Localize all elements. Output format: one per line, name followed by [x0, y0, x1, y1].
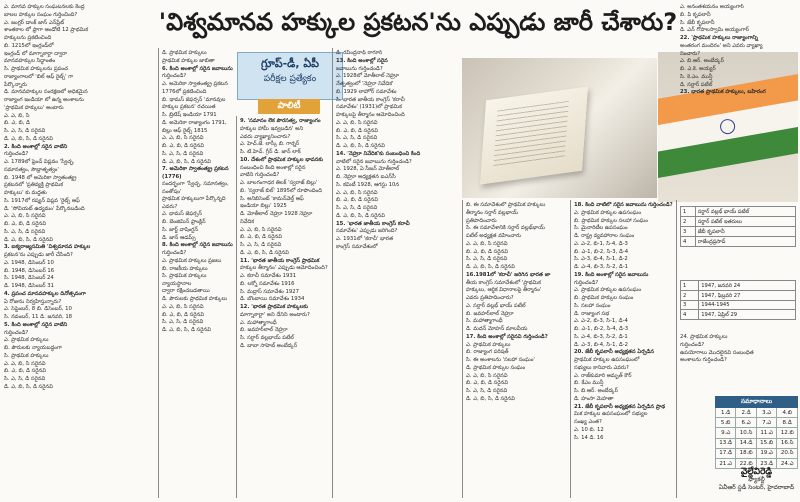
match-row: [681, 310, 796, 320]
text-line: ఎ. రాజ్‌కుమారి అమృత్ కౌర్: [574, 372, 632, 379]
text-line: శాంతకాల లో ఫ్రాగా ఆండోటి 12 ప్రాథమిక: [4, 27, 88, 34]
text-line: సంఖ్య ఎంత?: [574, 419, 602, 425]
text-line: సి. ఎ, సి, డి సరైనవి: [336, 135, 378, 142]
answer-row: [716, 408, 798, 418]
text-line: 11. 'భారత జాతీయ కాంగ్రెస్ ప్రాథమిక: [240, 257, 320, 264]
text-line: ఎ. 10 బి. 12: [574, 426, 604, 433]
section-tag: పాలిటీ: [258, 99, 320, 114]
text-line: సి. ఎ, సి, డి సరైనవి: [240, 242, 282, 248]
match-row: [681, 227, 796, 237]
text-line: బి. ఎ, బి, డి సరైనవి: [240, 234, 282, 241]
match-cell: 4: [681, 310, 699, 320]
text-line: హక్కులను ప్రకటించింది: [4, 35, 52, 41]
answer-cell: 12.బి: [777, 428, 798, 438]
text-line: నివేదిక: [240, 218, 254, 225]
text-line: సి. జార్జ్ వాషింగ్టన్: [162, 226, 199, 233]
text-line: గుర్తించండి?: [574, 279, 599, 286]
text-line: డి. రవీంద్రనాథ్ ఠాగూర్: [336, 50, 383, 56]
answer-table: [715, 396, 798, 469]
text-line: ఎ. ఎ, బి, సి సరైనవి: [4, 360, 46, 367]
text-line: బి. ఎ, బి, డి సరైనవి: [162, 311, 204, 318]
text-line: డి. ఎ, బి, సి, డి సరైనవి: [336, 212, 385, 219]
text-line: డి. ఎ, బి, సి, డి సరైనవి: [162, 327, 211, 333]
text-line: సంబంధించి కింది అంశాల్లో సరైన: [240, 164, 306, 171]
text-line: డి. పౌరులకు ప్రాథమిక హక్కులు: [162, 296, 228, 302]
answer-row: [716, 448, 798, 458]
text-line: సి. 14 డి. 16: [574, 434, 604, 441]
text-line: వాటిని గుర్తించండి?: [240, 172, 280, 179]
text-line: బి. ఎ-1, బి-2, సి-4, డి-3: [574, 326, 629, 332]
answer-cell: 24.ఎ: [777, 458, 798, 468]
text-line: సి. 1948, డిసెంబర్ 24: [4, 275, 54, 282]
answer-cell: 23.డి: [756, 458, 777, 468]
text-line: హక్కులపై తీర్మానం ఆమోదించింది: [336, 112, 405, 118]
text-line: డి. ఎ, బి, సి, డి సరైనవి: [466, 264, 515, 270]
text-line: హక్కుల తీర్మానం' ఎప్పుడు ఆమోదించింది?: [240, 265, 328, 272]
text-line: బి. ఎ, బి, డి సరైనవి: [466, 248, 508, 255]
text-line: డి. ఎ, బి, సి, డి సరైనవి: [240, 249, 289, 256]
text-line: బి. ఎ.కె. అయ్యర్: [680, 66, 716, 72]
text-line: డి. ఎ, బి, సి, డి సరైనవి: [466, 395, 515, 402]
text-line: ఎ. మహాత్మాగాంధీ: [240, 319, 277, 326]
text-line: హక్కులు, ఆర్థిక విధానాలపై తీర్మానం': [466, 287, 542, 294]
text-line: 23. భారత ప్రాథమిక హక్కులు, బహిరంగ: [680, 89, 766, 96]
text-line: ఎ. సర్దార్ వల్లభ్ భాయ్ పటేల్: [466, 302, 526, 309]
text-line: ఎ. జంగ్లర్ డాంక్ జాన్ ఎన్‌ఫ్రేట్: [4, 19, 65, 26]
text-line: బి. నెహ్రూ అధ్యక్షతన ఐఎన్‌సీ: [336, 174, 396, 180]
text-line: ఎ. బి.ఆర్. అంబేద్కర్: [680, 58, 724, 65]
document-image: [480, 86, 588, 184]
text-line: బాలల హక్కుల సంఘం గుర్తించింది?: [4, 11, 78, 18]
answer-cell: 14.డి: [736, 438, 757, 448]
text-line: బి. 'స్వరాజ్ బిల్' 1895లో రూపొందింది: [240, 187, 322, 194]
text-line: ఎ. ఎ-2, బి-1, సి-4, డి-3: [574, 240, 628, 247]
text-line: సి. మద్రాస్ సమావేశం 1927: [240, 288, 299, 295]
text-line: కాంగ్రెస్ సమావేశంలో: [336, 243, 378, 250]
text-line: డి. 'సోవియట్ ఉద్యమం' పేర్కొనబడింది: [4, 205, 85, 212]
text-line: బి. పౌరులకు న్యాయబద్ధంగా: [4, 345, 62, 351]
text-line: 16.1981లో 'కరాచీ' జరిగిన భారత జా: [466, 271, 551, 278]
answer-cell: 9.ఎ: [716, 428, 736, 438]
match-cell: 4: [681, 237, 696, 247]
text-line: బి. ఈ సమావేశంలో ప్రాథమిక హక్కులు: [466, 202, 546, 208]
text-line: డి. ఎ, బి, సి, డి సరైనవి: [4, 135, 53, 142]
text-line: ఇండియా బిల్లు' 1925: [240, 203, 287, 210]
text-line: బి. ప్రాథమిక హక్కుల సంఘం: [574, 295, 634, 301]
text-line: తీయ కాంగ్రెస్ సమావేశంలో 'ప్రాథమిక: [466, 279, 541, 286]
text-line: డి. ఎ, బి, సి, డి సరైనవి: [4, 236, 53, 243]
answer-cell: 20.సి: [777, 448, 798, 458]
section-subtitle: పరీక్షల ప్రత్యేకం: [263, 74, 317, 84]
text-line: బి. ఎ, బి, డి సరైనవి: [4, 368, 46, 375]
text-line: డి. సర్దార్ పటేల్: [680, 81, 713, 88]
text-line: గుర్తించండి?: [4, 329, 29, 336]
text-line: 9. 'సమానం లేక పౌరసత్వ, రాజ్యాంగం: [240, 118, 321, 124]
text-line: ప్రకటనలో 'ప్రతివ్యక్తి ప్రాథమిక: [4, 182, 63, 189]
text-line: సి. ఎ, సి, డి సరైనవి: [4, 376, 46, 382]
column-6: [574, 202, 674, 498]
text-line: ఎ. ప్రాథమిక హక్కులు ప్రజలు: [162, 257, 222, 264]
text-line: ఏ రోజును నిర్వహిస్తున్నారు?: [4, 298, 62, 305]
answer-cell: 5.బి: [716, 418, 736, 428]
text-line: డి. అమెరికా రాజ్యాంగం 1791,: [162, 119, 227, 126]
text-line: సి. మహాత్మాగాంధీ: [466, 318, 503, 325]
text-line: మానవహక్కుల సిద్ధాంతం: [4, 58, 56, 65]
text-line: 15. 'భారత జాతీయ కాంగ్రెస్ కరాచీ: [336, 220, 410, 227]
text-line: బి. జవహర్‌లాల్ నెహ్రూ: [240, 327, 288, 334]
match-row: [681, 301, 796, 310]
text-line: డి. మానవహక్కుల సంరక్షణలో అధికమైన: [4, 89, 88, 96]
text-line: బి. పి కృపలానీ: [680, 11, 711, 18]
text-line: గుర్తించండి?: [162, 73, 187, 80]
text-line: ఎవరు ప్రతిపాదించారు?: [466, 295, 514, 301]
text-line: సి. నవంబర్, 11 డి. జనవరి, 18: [4, 314, 73, 320]
match-cell: 1947, ఫిబ్రవరి 27: [699, 291, 796, 301]
text-line: బి. ఎ, బి, డి సరైనవి: [336, 197, 378, 204]
text-line: వాటిలో సరైన జవాబును గుర్తించండి?: [336, 158, 412, 165]
text-line: డి. ఎ, బి, సి, డి సరైనవి: [336, 143, 385, 149]
text-line: 7. అమెరికా స్వాతంత్య్ర ప్రకటన (1776): [162, 166, 229, 180]
answer-cell: 13.డి: [716, 438, 736, 448]
text-line: సి. సర్దార్ వల్లభాయ్ పటేల్: [240, 335, 294, 341]
text-line: డి. హంసా మెహతా: [574, 395, 614, 402]
text-line: బి. బెంజిమిన్ ఫ్రాంక్లిన్: [162, 219, 206, 225]
text-line: డి. మదన్ మోహన్ మాలవీయ: [466, 326, 528, 332]
text-line: సి. ప్రాథమిక హక్కులు: [4, 352, 49, 359]
text-line: 6. కింది అంశాల్లో సరైన జవాబును: [162, 65, 233, 72]
column-2: [162, 50, 234, 500]
text-line: పటేల్ అధ్యక్షత వహించారు: [466, 233, 521, 239]
text-line: బి. ఎ-1, బి-2, సి-3, డి-4: [574, 248, 629, 255]
answer-row: [716, 428, 798, 438]
text-line: సందర్భంగా 'స్వేచ్ఛ, సమానత్వం, సంతోషం': [162, 181, 229, 195]
answer-row: [716, 418, 798, 428]
answer-cell: 6.ఎ: [736, 418, 757, 428]
match-row: [681, 291, 796, 301]
text-line: నించారు?: [680, 50, 701, 57]
match-table-2: [680, 280, 796, 320]
text-line: 1776లో ప్రకటించింది: [162, 88, 207, 95]
text-line: సి. మైనారిటీల ఉపసంఘం: [574, 225, 628, 232]
text-line: మిక హక్కుల ఉపసంఘంలో సభ్యుల: [574, 411, 648, 418]
text-line: సి. ఎ, సి, డి సరైనవి: [4, 228, 46, 235]
answer-cell: 10.సి: [736, 428, 757, 438]
text-line: 13. కింది అంశాల్లో సరైన: [336, 57, 388, 64]
text-line: బి. లక్నో సమావేశం 1916: [240, 280, 295, 287]
text-line: గుర్తించండి?: [4, 151, 29, 158]
text-line: 4. ప్రపంచ మానవహక్కుల దినోత్సవంగా: [4, 290, 86, 297]
text-line: బి. థామస్ జెఫర్సన్ 'మానవుల: [162, 96, 226, 103]
text-line: ప్రతిపాదించారు: [466, 217, 497, 224]
text-line: డి. ఎన్ గోపాలస్వామి అయ్యంగార్: [680, 27, 749, 34]
text-line: అంతరంగ మందిరం' అని ఎవరు వ్యాఖ్యా: [680, 42, 763, 49]
answer-cell: 1.డి: [716, 408, 736, 418]
match-cell: జేబీ కృపలానీ: [695, 227, 795, 237]
answer-cell: 7.ఎ: [756, 418, 777, 428]
text-line: ఎ. 1931లో 'కరాచీ' భారత: [336, 236, 394, 242]
text-line: హక్కుల హామీ ఇవ్వబడిన' అని: [240, 125, 304, 132]
text-line: ఎ. కరాచీ సమావేశం 1931: [240, 273, 297, 279]
answer-row: [716, 438, 798, 448]
answer-cell: 4.బి: [777, 408, 798, 418]
text-line: డి. 1948, డిసెంబర్ 31: [4, 283, 54, 289]
text-line: 20. జేబీ కృపలానీ అధ్యక్షతన ఏర్పడిన: [574, 349, 655, 356]
match-cell: సర్దార్ వల్లభ్ భాయ్ పటేల్: [695, 207, 795, 217]
text-line: రాజ్యాంగాలలో 'బిల్ ఆఫ్ రైట్స్' గా: [4, 73, 74, 80]
text-line: ఎ. ఎ-2, బి-3, సి-1, డి-4: [574, 318, 628, 325]
match-cell: 1947, ఏప్రిల్ 29: [699, 310, 796, 320]
text-line: సి. కమిటీ 1928, ఆగస్టు 10న: [336, 181, 400, 188]
text-line: బి. రాజకీయ హక్కులు: [162, 265, 208, 272]
text-line: సి. ప్రాథమిక హక్కులు న్యాయస్థానాల: [162, 273, 207, 287]
text-line: సి. ఈ అంశాలను 'సలహా సంఘం': [466, 357, 535, 363]
text-line: సి. ప్రాథమిక హక్కులను ప్రపంచ: [4, 66, 69, 72]
text-line: సి. ఎ, సి, డి సరైనవి: [466, 256, 508, 263]
text-line: సి. ఎ-3, బి-4, సి-1, డి-2: [574, 256, 628, 263]
text-line: 3. ఐక్యరాజ్యసమితి 'విశ్వమానవ హక్కుల: [4, 244, 91, 251]
text-line: డి. ప్రాథమిక హక్కులు: [162, 50, 207, 56]
column-7-bottom: 24. ప్రాథమిక హక్కులు గుర్తించండి? ఉపయోగాలు మొదలైనవి సంబంధిత అంశాలను గుర్తించండి?: [680, 334, 754, 364]
text-line: బి. 1215లో ఇంగ్లండ్‌లో: [4, 42, 54, 49]
text-line: 'ప్రాథమిక హక్కులు' అంటారు: [4, 104, 64, 111]
text-line: సి. ఎ, సి, డి సరైనవి: [162, 150, 204, 157]
text-line: బి. 1929 లాహోర్ సమావేశం: [336, 88, 397, 95]
byline-name: వైల్దేవిరెడ్డి: [740, 467, 773, 477]
text-line: సి. టి.హెచ్. గ్రీన్ డి. జాన్ లాక్: [240, 149, 301, 155]
text-line: డి. ఎ-4, బి-3, సి-2, డి-1: [574, 264, 629, 270]
text-line: హక్కుల ప్రకటన' రచయిత: [162, 104, 216, 111]
answer-cell: 17.డి: [716, 448, 736, 458]
text-line: సి. బ్రిటిష్ ఇండియా 1791: [162, 112, 217, 118]
match-row: [681, 217, 796, 227]
byline-role: ఫ్యాకల్టీ: [748, 476, 765, 483]
match-cell: 2: [681, 217, 696, 227]
text-line: డి. జాన్ ఆడమ్స్: [162, 234, 196, 241]
text-line: పేర్కొన్నారు: [4, 81, 27, 88]
text-line: ఎ. ప్రాథమిక హక్కులు: [466, 341, 511, 348]
text-line: డి. ప్రాథమిక హక్కుల సంఘం: [466, 364, 526, 371]
answer-cell: 11.ఎ: [756, 428, 777, 438]
text-line: బి. జవహర్‌లాల్ నెహ్రూ: [466, 310, 514, 317]
text-line: హక్కులు' కు మద్దతు: [4, 190, 47, 196]
text-line: ఎ. హెచ్.జే. లాస్కీ బి. గార్నర్: [240, 141, 300, 148]
text-line: సి. ఎ, సి, డి సరైనవి: [466, 388, 508, 394]
text-line: 10. దేశంలో ప్రాథమిక హక్కుల భావనకు: [240, 156, 323, 163]
text-line: సమావేశం' (1931)లో ప్రాథమిక: [336, 104, 402, 111]
match-cell: 3: [681, 227, 696, 237]
text-line: డి. ఎ, బి, సి, డి సరైనవి: [162, 158, 211, 165]
column-7: [680, 4, 798, 200]
text-line: బి. ఎ, బి, డి సరైనవి: [4, 221, 46, 227]
match-cell: 1: [681, 207, 696, 217]
text-line: ఇంగ్లండ్ లో మాగ్నాకార్టా ద్వారా: [4, 50, 68, 57]
text-line: డి. బొంబాయి సమావేశం 1934: [240, 296, 305, 303]
text-line: ఎ. ఎ, బి, సి సరైనవి: [336, 119, 378, 126]
match-row: [681, 237, 796, 247]
text-line: సమావేశం' ఎప్పుడు జరిగింది?: [336, 228, 398, 235]
answer-cell: 18.బి: [736, 448, 757, 458]
answer-cell: 15.బి: [756, 438, 777, 448]
answer-cell: 21.ఎ: [716, 458, 736, 468]
text-line: ఎ. ఎ, బి, సి సరైనవి: [466, 240, 508, 247]
answer-cell: 2.డి: [736, 408, 757, 418]
match-cell: 1: [681, 281, 699, 291]
text-line: ఎ. 1928లో మోతీలాల్ నెహ్రూ: [336, 73, 400, 80]
text-line: ఎ. సెప్టెంబర్, 8 బి. డిసెంబర్, 10: [4, 306, 72, 313]
text-line: సి. సలహా సంఘం: [574, 302, 611, 309]
text-line: ఎవరు వ్యాఖ్యానించారు?: [240, 133, 291, 140]
text-line: సి. ఎ, సి, డి సరైనవి: [4, 128, 46, 134]
text-line: బి. కేఎం మున్షీ: [574, 380, 604, 387]
byline: [715, 468, 798, 498]
answer-cell: 19.ఎ: [756, 448, 777, 458]
text-line: ఎ. 1948, డిసెంబర్ 10: [4, 259, 54, 266]
text-line: ఎ. 1789లో ఫ్రెంచ్ విప్లవం 'స్వేచ్ఛ,: [4, 159, 75, 165]
text-line: సి. భారత జాతీయ కాంగ్రెస్ 'కరాచీ: [336, 96, 405, 103]
text-line: మాగ్నాకార్టా' అని దేనిని అంటారు?: [240, 311, 310, 318]
text-line: 21. జేబీ కృపలానీ అధ్యక్షతన ఏర్పడిన ప్రాథ: [574, 403, 666, 410]
match-cell: 3: [681, 301, 699, 310]
text-line: ఎ. ప్రాథమిక హక్కుల ఉపసంఘం: [574, 209, 642, 216]
text-line: డి. ఎ, బి, సి, డి సరైనవి: [4, 383, 53, 390]
text-line: డి. మోతీలాల్ నెహ్రూ 1928 నెహ్రూ: [240, 211, 313, 217]
text-line: సి. ఎ, సి, డి సరైనవి: [162, 319, 204, 326]
text-line: సి. బి.ఆర్. అంబేద్కర్: [574, 388, 618, 394]
answer-cell: 8.డి: [777, 418, 798, 428]
text-line: ఎ. అమెరికా స్వాతంత్య్ర ప్రకటన: [162, 81, 228, 87]
column-3: [240, 118, 330, 500]
text-line: సమానత్వం, సౌభ్రాతృత్వం': [4, 166, 59, 173]
column-1: [4, 4, 156, 500]
text-line: డి. రాజ్యాంగ సభ: [574, 310, 610, 317]
match-row: [681, 281, 796, 291]
text-line: ఎ. మానవ హక్కుల సంఘటనలకు కేంద్ర: [4, 4, 85, 10]
text-line: రాజ్యాంగ ఇండియా లో ఉన్న అంశాలను: [4, 97, 84, 103]
match-cell: 1944-1945: [699, 301, 796, 310]
document-photo: [462, 58, 657, 198]
text-line: 12. 'భారత ప్రాథమిక హక్కులకు: [240, 304, 308, 310]
text-line: సి. ఎ-4, బి-3, సి-2, డి-1: [574, 333, 628, 340]
text-line: బిల్లు ఆఫ్ రైట్స్ 1815: [162, 127, 208, 134]
text-line: 5. కింది అంశాల్లో సరైన వాటిని: [4, 321, 68, 328]
text-line: 22. 'ప్రాథమిక హక్కులు రాజ్యాంగాన్ని: [680, 35, 758, 41]
text-line: ప్రాథమిక హక్కుల ఉపసంఘంలో: [574, 357, 640, 363]
text-line: బి. ప్రాథమిక హక్కుల సలహా సంఘం: [574, 217, 648, 224]
text-line: జవాబును గుర్తించండి?: [336, 65, 383, 72]
match-cell: 2: [681, 291, 699, 301]
text-line: 18. కింది వాటిలో సరైన జవాబును గుర్తించండి?: [574, 202, 673, 208]
match-cell: 1947, జనవరి 24: [699, 281, 796, 291]
answer-table-header: సమాధానాలు: [716, 397, 798, 408]
match-row: [681, 207, 796, 217]
match-table-1: [680, 206, 796, 247]
text-line: బి. ఎ, బి, డి సరైనవి: [162, 143, 204, 149]
text-line: 14. 'నెహ్రూ నివేదిక'కు సంబంధించి కింది: [336, 150, 421, 157]
text-line: సి. కె.ఎం. మున్షీ: [680, 73, 713, 80]
text-line: ఎ. థామస్ జెఫర్సన్: [162, 211, 203, 218]
text-line: ఎ. 1928, ఏ సీజన్ మోతీలాల్: [336, 166, 400, 173]
text-line: గుర్తించండి?: [162, 250, 187, 256]
text-line: సి. అనిబిసెంట్ 'కామన్‌వెల్త్ ఆఫ్: [240, 195, 304, 202]
text-line: 19. కింది అంశాల్లో సరైన జవాబును: [574, 271, 649, 278]
text-line: నేతృత్వంలో 'నెహ్రూ నివేదిక': [336, 81, 394, 87]
text-line: సభ్యులు కానివారు ఎవరు?: [574, 364, 629, 371]
text-line: సి. ఈ సమావేశానికి సర్దార్ వల్లభ్‌భాయ్: [466, 225, 545, 232]
section-header: [237, 52, 343, 100]
text-line: 17. కింది అంశాల్లో సరైనవి గుర్తించండి?: [466, 333, 548, 340]
text-line: ఎ. ఎ, బి, సి సరైనవి: [336, 189, 378, 196]
text-line: డి. రాష్ట్ర వ్యవహారాల సంఘం: [574, 233, 635, 239]
text-line: బి. ఎ, బి, డి సరైనవి: [466, 380, 508, 387]
text-line: బి. 1948, డిసెంబర్ 16: [4, 267, 55, 274]
answer-cell: 3.ఎ: [756, 408, 777, 418]
text-line: ఎ. ఎ, బి, సి సరైనవి: [240, 226, 282, 233]
headline-text: 'విశ్వమానవ హక్కుల ప్రకటన'ను ఎప్పుడు జారీ చేశారు?: [158, 8, 678, 36]
column-5: [466, 202, 568, 498]
section-title: గ్రూప్-డీ, ఏపీ: [261, 57, 319, 70]
headline: [158, 4, 678, 46]
text-line: ఎ. ఎ, బి, సి సరైనవి: [162, 303, 204, 310]
text-line: ఎ. అనంతశయనం అయ్యంగార్: [680, 4, 744, 10]
text-line: 8. కింది అంశాల్లో సరైన జవాబును: [162, 242, 233, 249]
text-line: బి. ఎ, బి, డి సరైనవి: [336, 127, 378, 134]
text-line: బి. రాజ్యాంగ పరిషత్: [466, 349, 509, 356]
text-line: ప్రాథమిక హక్కుల జాబితా: [162, 57, 215, 64]
text-line: ఎ. ప్రాథమిక హక్కుల ఉపసంఘం: [574, 287, 642, 294]
text-line: 2. కింది అంశాల్లో సరైన వాటిని: [4, 143, 68, 150]
byline-org: ఏవీఆర్ స్టడీ సెంటర్, హైదరాబాద్: [718, 484, 795, 491]
match-cell: సర్దార్ పటేల్ ఇతరులు: [695, 217, 795, 227]
text-line: బి. ఎ, బి, డి: [4, 120, 30, 127]
text-line: డి. ఎ-3, బి-4, సి-1, డి-2: [574, 341, 629, 348]
text-line: ఎ. ఎ, బి, సి సరైనవి: [4, 213, 46, 220]
text-line: బి. 1948 లో అమెరికా స్వాతంత్య్ర: [4, 174, 77, 181]
text-line: డి. బాబా సాహెబ్ అంబేద్కర్: [240, 342, 298, 349]
column-4: [336, 50, 460, 500]
text-line: తీర్మానం సర్దార్ వల్లభాయ్: [466, 209, 519, 216]
text-line: ప్రాథమిక హక్కులుగా పేర్కొన్నది ఎవరు?: [162, 196, 226, 210]
text-line: సి. 1917లో రష్యన్ విప్లవ 'రైట్స్ ఆఫ్: [4, 197, 80, 204]
text-line: ద్వారా రక్షించబడతాయి: [162, 288, 210, 295]
text-line: ప్రకటన'ను ఎప్పుడు జారీ చేసింది?: [4, 252, 73, 258]
text-line: ఎ. ఎ, బి, సి సరైనవి: [162, 135, 204, 142]
text-line: ఎ. ఎ, బి, సి: [4, 112, 30, 119]
text-line: సి. ఎ, సి, డి సరైనవి: [336, 205, 378, 211]
answer-cell: 22.బి: [736, 458, 757, 468]
text-line: ఎ. బాలగంగాధర తిలక్ 'స్వరాజ్ బిల్లు': [240, 180, 318, 186]
text-line: సి. జేబీ కృపలానీ: [680, 19, 715, 26]
text-line: ఎ. ప్రాథమిక హక్కులు: [4, 337, 49, 344]
answer-cell: 16.సి: [777, 438, 798, 448]
text-line: ఎ. ఎ, బి, సి సరైనవి: [466, 372, 508, 379]
match-cell: రాజేంద్రప్రసాద్: [695, 237, 795, 247]
